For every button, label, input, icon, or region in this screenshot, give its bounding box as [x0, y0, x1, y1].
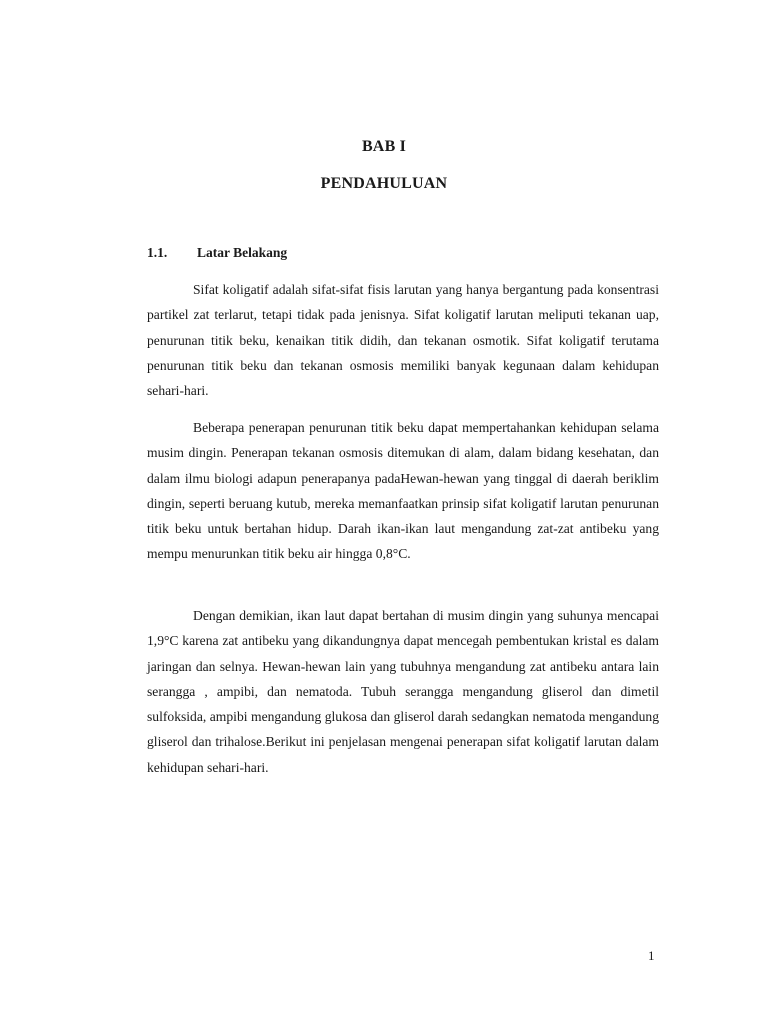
paragraph-2	[147, 415, 659, 567]
paragraph-2-text: Beberapa penerapan penurunan titik beku dapat mempertahankan kehidupan selama musim dingin. Penerapan tekanan osmosis ditemukan di alam, dalam bidang kesehatan, dan dalam ilmu biologi adapun penerapanya padaHewan-hewan yang tinggal di daerah beriklim dingin, seperti beruang kutub, mereka memanfaatkan prinsip sifat koligatif larutan penurunan titik beku untuk bertahan hidup. Darah ikan-ikan laut mengandung zat-zat antibeku yang mempu menurunkan titik beku air hingga 0,8°C.	[147, 420, 659, 562]
section-title: Latar Belakang	[197, 245, 288, 260]
chapter-number: BAB I	[361, 138, 407, 155]
chapter-title: PENDAHULUAN	[320, 175, 448, 192]
paragraph-3	[147, 603, 659, 780]
section-number: 1.1.	[147, 245, 168, 260]
paragraph-1-text: Sifat koligatif adalah sifat-sifat fisis larutan yang hanya bergantung pada konsentrasi partikel zat terlarut, tetapi tidak pada jenisnya. Sifat koligatif larutan meliputi tekanan uap, penurunan titik beku, kenaikan titik didih, dan tekanan osmotik. Sifat koligatif terutama penurunan titik beku dan tekanan osmosis memiliki banyak kegunaan dalam kehidupan sehari-hari.	[147, 282, 659, 399]
page-number: 1	[648, 948, 655, 963]
paragraph-3-text: Dengan demikian, ikan laut dapat bertahan di musim dingin yang suhunya mencapai 1,9°C karena zat antibeku yang dikandungnya dapat mencegah pembentukan kristal es dalam jaringan dan selnya. Hewan-hewan lain yang tubuhnya mengandung zat antibeku antara lain serangga , ampibi, dan nematoda. Tubuh serangga mengandung gliserol dan dimetil sulfoksida, ampibi mengandung glukosa dan gliserol darah sedangkan nematoda mengandung gliserol dan trihalose.Berikut ini penjelasan mengenai penerapan sifat koligatif larutan dalam kehidupan sehari-hari.	[147, 608, 659, 775]
section-heading	[147, 245, 287, 261]
paragraph-1	[147, 277, 659, 403]
